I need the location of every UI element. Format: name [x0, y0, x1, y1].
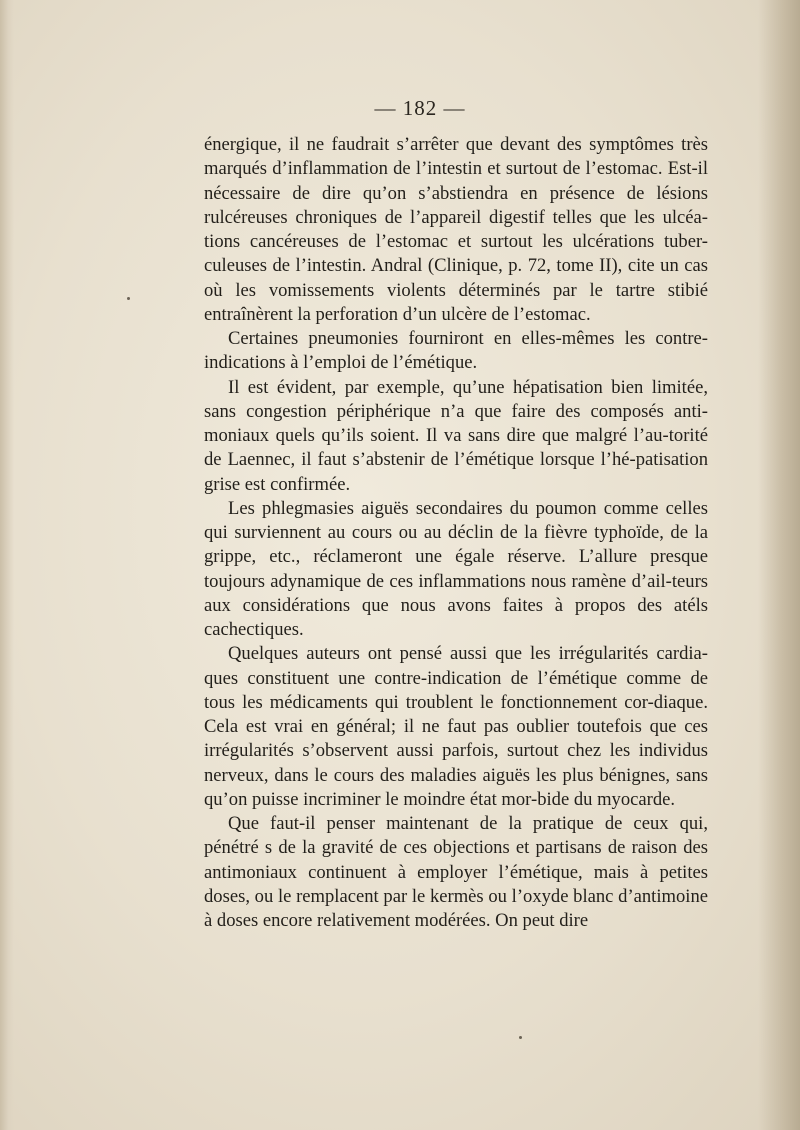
paragraph-1: énergique, il ne faudrait s’arrêter que devant des symptômes très marqués d’inflammation de l’intestin et surtout de l’estomac. Est-il nécessaire de dire qu’on s’abstiendra en présence de lésions rulcéreuses chroniques de l’appareil digestif telles que les ulcéa-tions cancéreuses de l’estomac et surtout les ulcérations tuber-culeuses de l’intestin. Andral (Clinique, p. 72, tome II), cite un cas où les vomissements violents déterminés par le tartre stibié entraînèrent la perforation d’un ulcère de l’estomac.: [204, 134, 708, 325]
paragraph-3: Il est évident, par exemple, qu’une hépatisation bien limitée, sans congestion périphérique n’a que faire des composés anti-moniaux quels qu’ils soient. Il va sans dire que malgré l’au-torité de Laennec, il faut s’abstenir de l’émétique lorsque l’hé-patisation grise est confirmée.: [204, 376, 708, 495]
body-text: [204, 133, 708, 933]
paragraph-5: Quelques auteurs ont pensé aussi que les irrégularités cardia-ques constituent une contre-indication de l’émétique comme de tous les médicaments qui troublent le fonctionnement cor-diaque. Cela est vrai en général; il ne faut pas oublier toutefois que ces irrégularités s’observent aussi parfois, surtout chez les individus nerveux, dans le cours des maladies aiguës les plus bénignes, sans qu’on puisse incriminer le moindre état mor-bide du myocarde.: [204, 643, 708, 810]
paragraph-6: Que faut-il penser maintenant de la pratique de ceux qui, pénétré s de la gravité de ces objections et partisans de raison des antimoniaux continuent à employer l’émétique, mais à petites doses, ou le remplacent par le kermès ou l’oxyde blanc d’antimoine à doses encore relativement modérées. On peut dire: [204, 813, 708, 931]
page-number: — 182 —: [374, 96, 466, 120]
paragraph-2: Certaines pneumonies fourniront en elles-mêmes les contre-indications à l’emploi de l’émétique.: [204, 328, 708, 374]
paragraph-4: Les phlegmasies aiguës secondaires du poumon comme celles qui surviennent au cours ou au déclin de la fièvre typhoïde, de la grippe, etc., réclameront une égale réserve. L’allure presque toujours adynamique de ces inflammations nous ramène d’ail-teurs aux considérations que nous avons faites à propos des atéls cachectiques.: [204, 497, 708, 640]
ink-speck: [519, 1036, 522, 1039]
page-right-edge: [758, 0, 800, 1130]
ink-speck: [127, 297, 130, 300]
page-left-edge: [0, 0, 14, 1130]
